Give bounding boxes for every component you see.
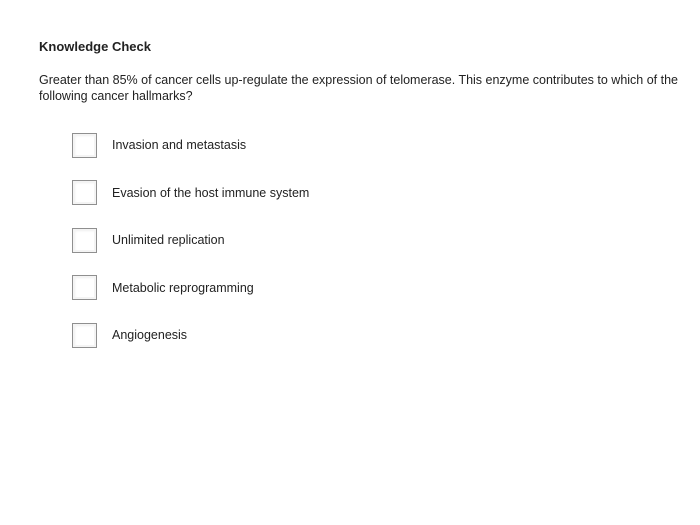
option-label: Angiogenesis (112, 328, 188, 342)
option-angiogenesis[interactable] (72, 321, 572, 349)
option-label: Unlimited replication (112, 233, 225, 247)
option-label: Invasion and metastasis (112, 138, 247, 152)
option-checkbox[interactable] (72, 180, 97, 205)
option-unlimited-replication[interactable] (72, 226, 572, 254)
option-checkbox[interactable] (72, 323, 97, 348)
option-label: Metabolic reprogramming (112, 280, 254, 295)
option-evasion-of-immune-system[interactable] (72, 179, 572, 207)
option-checkbox[interactable] (72, 228, 97, 253)
option-checkbox[interactable] (72, 133, 97, 158)
option-metabolic-reprogramming[interactable] (72, 274, 572, 302)
option-checkbox[interactable] (72, 275, 97, 300)
option-label: Evasion of the host immune system (112, 185, 310, 200)
page-title: Knowledge Check (39, 39, 151, 54)
answer-options (72, 131, 572, 369)
option-invasion-and-metastasis[interactable] (72, 131, 572, 159)
question-text: Greater than 85% of cancer cells up-regulate the expression of telomerase. This enzyme contributes to which of the following cancer hallmarks? (39, 73, 678, 103)
